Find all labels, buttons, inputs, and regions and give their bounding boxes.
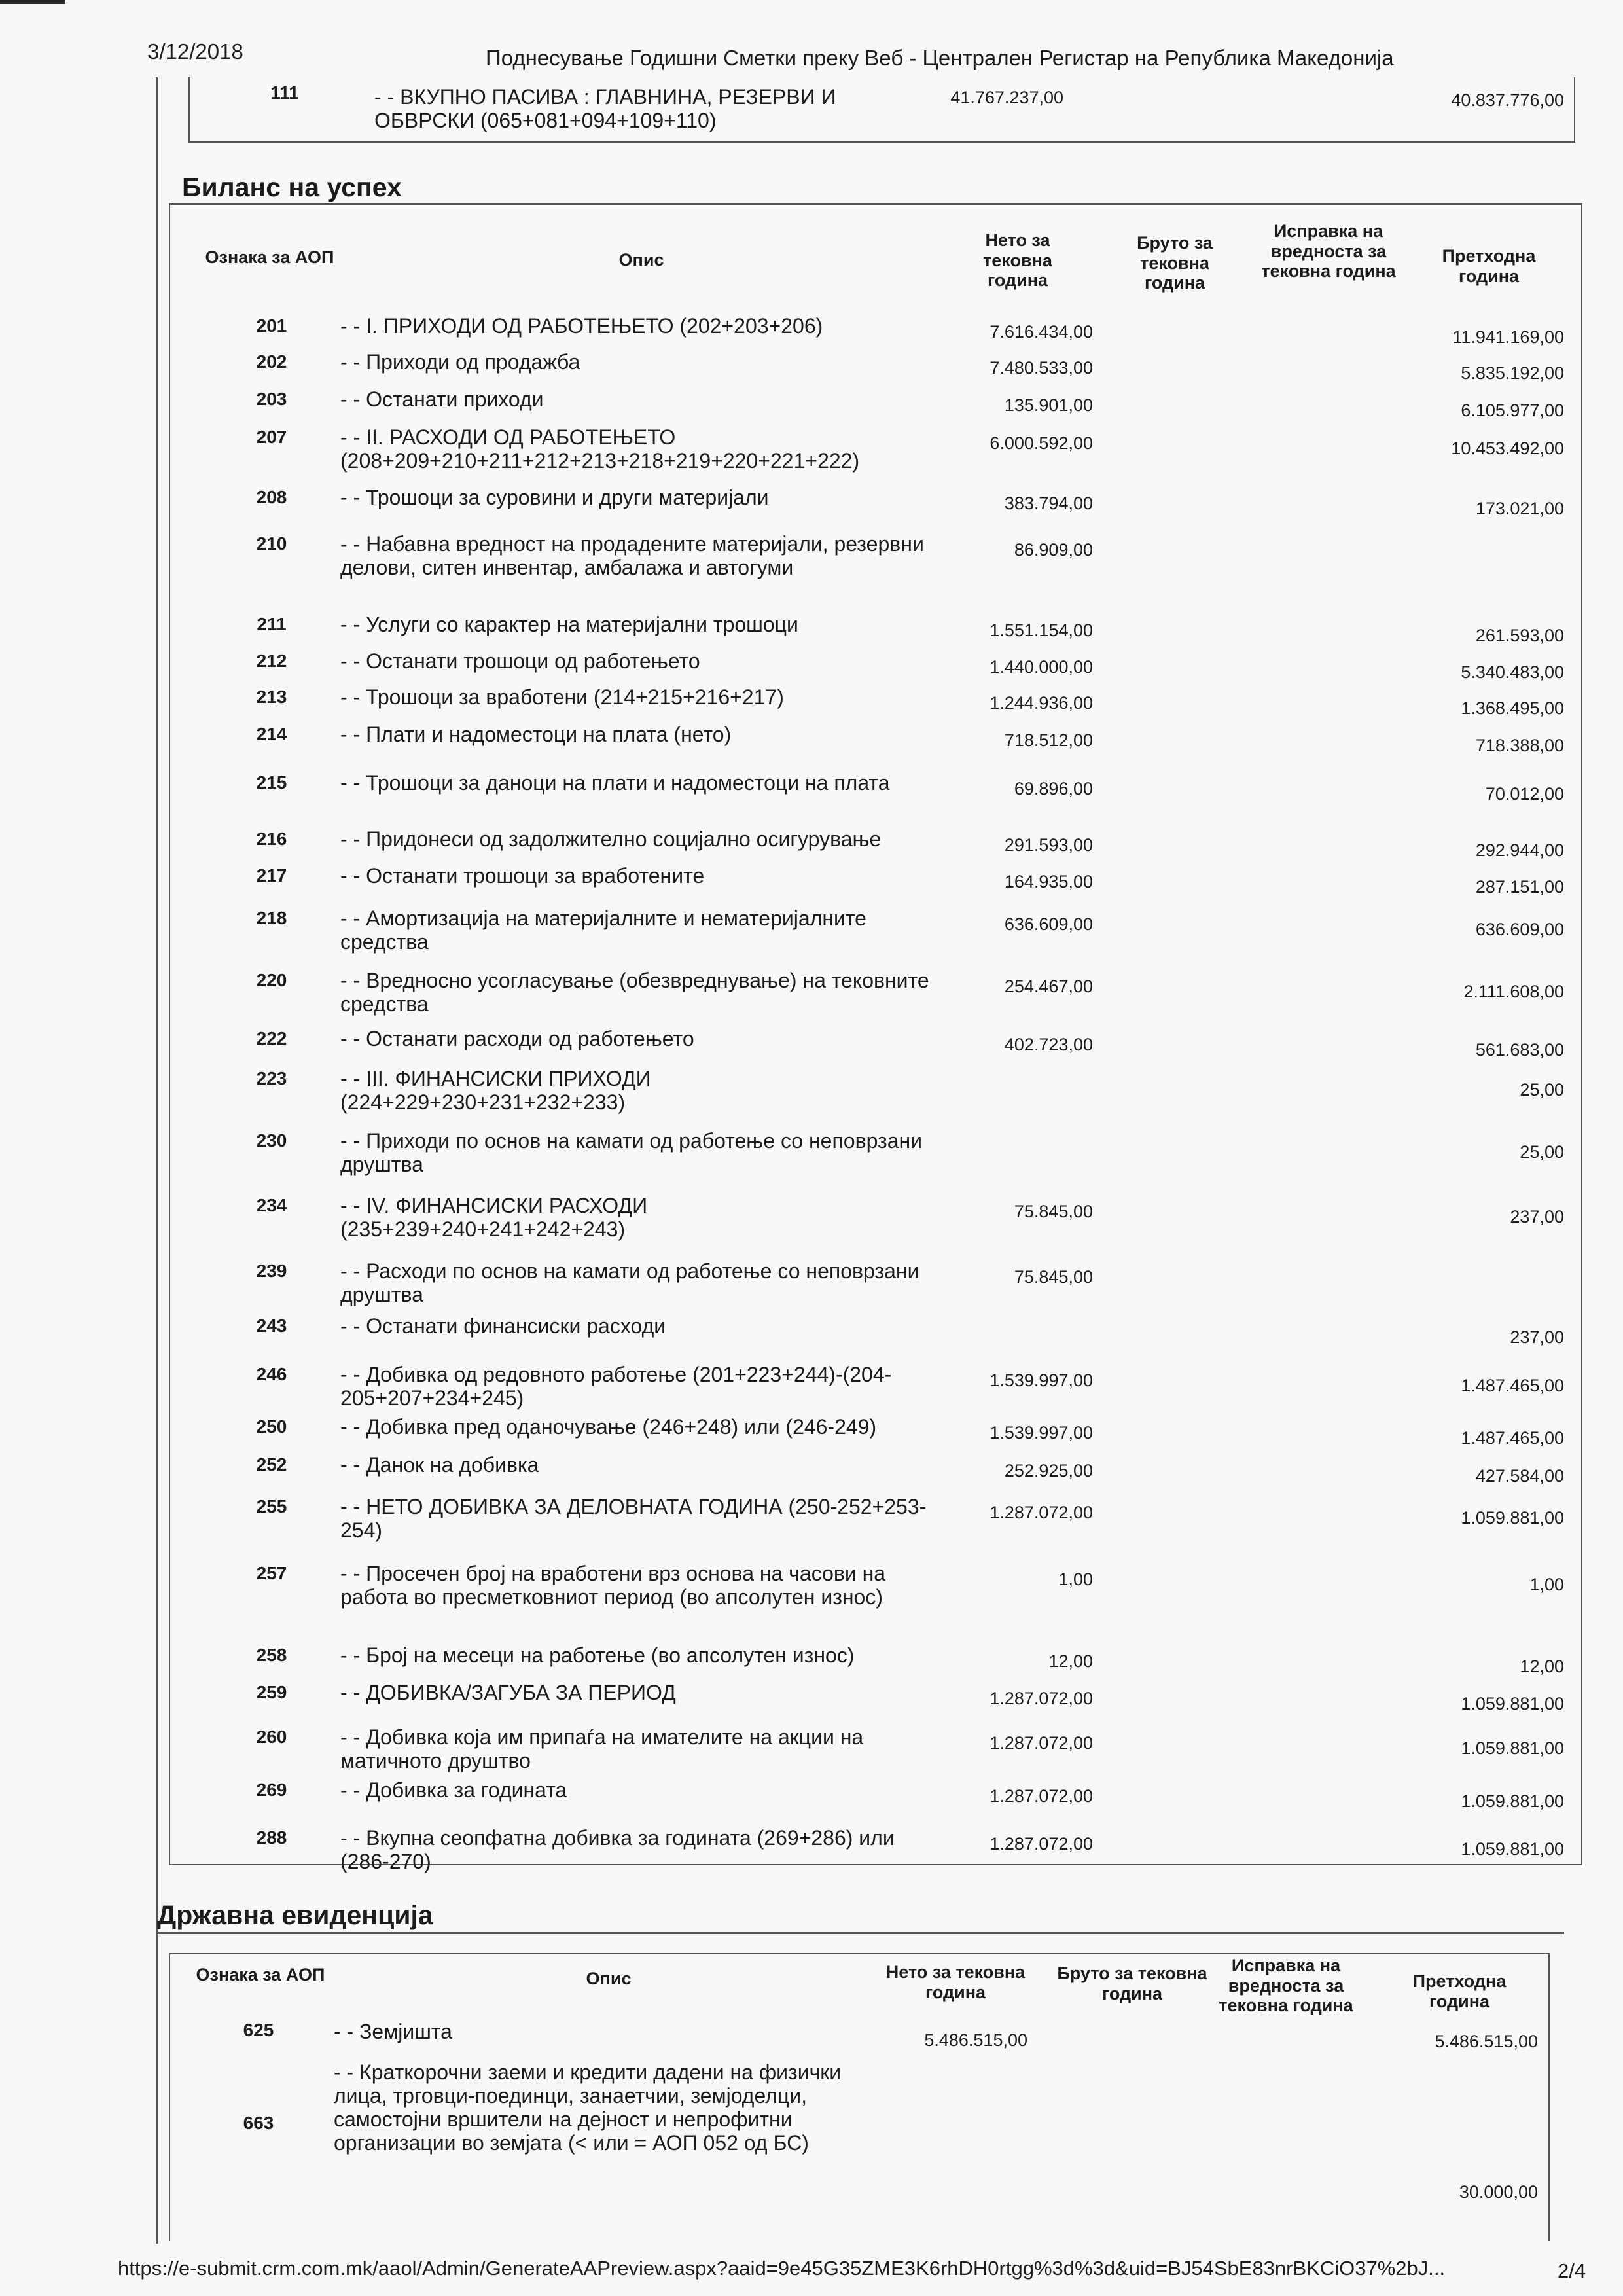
previous-year-value: 12,00 [1520, 1657, 1564, 1676]
current-year-value: 252.925,00 [1004, 1461, 1093, 1480]
carryover-current: 41.767.237,00 [950, 88, 1063, 107]
row-description: - - Добивка за годината [340, 1778, 567, 1802]
row-description: - - Вредносно усогласување (обезвреднување) на тековните средства [340, 969, 929, 1016]
current-year-value: 291.593,00 [1004, 835, 1093, 855]
row-description: - - Приходи од продажба [340, 350, 580, 374]
previous-year-value: 5.835.192,00 [1461, 363, 1564, 383]
page-number: 2/4 [1558, 2259, 1586, 2282]
income-col-desc: Опис [618, 250, 664, 270]
row-description: - - Останати финансиски расходи [340, 1314, 666, 1338]
income-col-aop: Ознака за АОП [205, 247, 334, 267]
state-col-net: Нето за тековна година [885, 1962, 1026, 2002]
previous-year-value: 1.368.495,00 [1461, 698, 1564, 718]
previous-year-value: 5.486.515,00 [1435, 2032, 1538, 2051]
row-description: - - Краткорочни заеми и кредити дадени на физички лица, трговци-поединци, занаетчии, земјоделци, самостојни вршители на дејност и непрофитни организации во земјата (< или = АОП 052 од БС) [334, 2060, 842, 2155]
aop-code: 239 [256, 1261, 287, 1281]
carryover-bottom-border [188, 141, 1575, 143]
row-description: - - Останати трошоци од работењето [340, 649, 700, 673]
previous-year-value: 6.105.977,00 [1461, 401, 1564, 420]
aop-code: 230 [256, 1130, 287, 1151]
row-description: - - Земјишта [334, 2020, 452, 2043]
aop-code: 217 [256, 865, 287, 886]
row-description: - - Приходи по основ на камати од работење со неповрзани друштва [340, 1129, 923, 1177]
row-description: - - III. ФИНАНСИСКИ ПРИХОДИ (224+229+230+231+232+233) [340, 1067, 651, 1115]
carryover-left-border [188, 77, 190, 143]
row-description: - - Останати расходи од работењето [340, 1027, 694, 1050]
income-section-title: Биланс на успех [182, 172, 402, 202]
previous-year-value: 427.584,00 [1475, 1466, 1564, 1486]
state-col-prev: Претходна година [1412, 1971, 1507, 2011]
current-year-value: 383.794,00 [1004, 493, 1093, 513]
aop-code: 625 [243, 2020, 274, 2040]
current-year-value: 75.845,00 [1014, 1202, 1093, 1221]
previous-year-value: 237,00 [1510, 1207, 1564, 1227]
current-year-value: 1.287.072,00 [990, 1834, 1093, 1854]
aop-code: 260 [256, 1727, 287, 1747]
row-description: - - Останати трошоци за вработените [340, 864, 705, 888]
previous-year-value: 5.340.483,00 [1461, 662, 1564, 682]
aop-code: 222 [256, 1028, 287, 1049]
row-description: - - Трошоци за вработени (214+215+216+217) [340, 685, 784, 709]
row-description: - - ДОБИВКА/ЗАГУБА ЗА ПЕРИОД [340, 1681, 676, 1704]
state-section-title: Државна евиденција [157, 1900, 433, 1930]
scan-artifact [0, 0, 65, 4]
row-description: - - Расходи по основ на камати од работење со неповрзани друштва [340, 1259, 919, 1307]
previous-year-value: 1.059.881,00 [1461, 1738, 1564, 1758]
previous-year-value: 237,00 [1510, 1327, 1564, 1347]
row-description: - - Просечен број на вработени врз основа на часови на работа во пресметковниот период (во апсолутен износ) [340, 1562, 886, 1609]
current-year-value: 7.616.434,00 [990, 322, 1093, 342]
row-description: - - Број на месеци на работење (во апсолутен износ) [340, 1643, 855, 1667]
aop-code: 214 [256, 724, 287, 744]
aop-code: 663 [243, 2113, 274, 2133]
aop-code: 234 [256, 1195, 287, 1215]
aop-code: 212 [256, 651, 287, 671]
previous-year-value: 561.683,00 [1475, 1040, 1564, 1060]
previous-year-value: 2.111.608,00 [1463, 982, 1564, 1001]
current-year-value: 75.845,00 [1014, 1267, 1093, 1287]
current-year-value: 1.539.997,00 [990, 1371, 1093, 1390]
row-description: - - Набавна вредност на продадените материјали, резервни делови, ситен инвентар, амбалажа и автогуми [340, 532, 924, 580]
current-year-value: 7.480.533,00 [990, 358, 1093, 378]
previous-year-value: 11.941.169,00 [1452, 327, 1564, 347]
aop-code: 252 [256, 1454, 287, 1475]
row-description: - - Данок на добивка [340, 1453, 539, 1477]
current-year-value: 86.909,00 [1014, 540, 1093, 560]
aop-code: 288 [256, 1827, 287, 1848]
state-col-gross: Бруто за тековна година [1057, 1964, 1207, 2003]
carryover-desc: - - ВКУПНО ПАСИВА : ГЛАВНИНА, РЕЗЕРВИ И ОБВРСКИ (065+081+094+109+110) [374, 85, 836, 133]
current-year-value: 1.551.154,00 [990, 620, 1093, 640]
previous-year-value: 636.609,00 [1475, 920, 1564, 939]
row-description: - - Придонеси од задолжително социјално осигурување [340, 827, 882, 851]
previous-year-value: 287.151,00 [1475, 877, 1564, 897]
aop-code: 250 [256, 1416, 287, 1437]
aop-code: 215 [256, 772, 287, 793]
aop-code: 243 [256, 1316, 287, 1336]
row-description: - - НЕТО ДОБИВКА ЗА ДЕЛОВНАТА ГОДИНА (250-252+253-254) [340, 1495, 927, 1543]
aop-code: 258 [256, 1645, 287, 1665]
aop-code: 211 [257, 614, 287, 634]
row-description: - - I. ПРИХОДИ ОД РАБОТЕЊЕТО (202+203+206) [340, 314, 823, 338]
previous-year-value: 25,00 [1520, 1142, 1564, 1162]
previous-year-value: 1.487.465,00 [1461, 1428, 1564, 1448]
current-year-value: 1.287.072,00 [990, 1733, 1093, 1753]
row-description: - - Вкупна сеопфатна добивка за годината (269+286) или (286-270) [340, 1826, 895, 1874]
aop-code: 220 [256, 970, 287, 990]
carryover-previous: 40.837.776,00 [1451, 90, 1564, 110]
row-description: - - IV. ФИНАНСИСКИ РАСХОДИ (235+239+240+241+242+243) [340, 1194, 648, 1242]
state-col-adj: Исправка на вредноста за тековна година [1219, 1956, 1353, 2015]
previous-year-value: 25,00 [1520, 1080, 1564, 1100]
income-col-prev: Претходна година [1442, 246, 1536, 286]
print-url: https://e-submit.crm.com.mk/aaol/Admin/GenerateAAPreview.aspx?aaid=9e45G35ZME3K6rhDH0rtgg%3d%3d&uid=BJ54SbE83nrBKCiO37%2bJ... [118, 2257, 1446, 2280]
row-description: - - Трошоци за суровини и други материјали [340, 486, 769, 509]
current-year-value: 69.896,00 [1014, 779, 1093, 798]
income-col-net: Нето за тековна година [983, 230, 1052, 290]
row-description: - - II. РАСХОДИ ОД РАБОТЕЊЕТО (208+209+210+211+212+213+218+219+220+221+222) [340, 425, 860, 473]
current-year-value: 1.539.997,00 [990, 1423, 1093, 1443]
carryover-aop: 111 [270, 82, 299, 103]
row-description: - - Плати и надоместоци на плата (нето) [340, 723, 732, 746]
state-col-aop: Ознака за АОП [196, 1965, 325, 1984]
current-year-value: 1.287.072,00 [990, 1689, 1093, 1708]
previous-year-value: 1,00 [1529, 1575, 1564, 1594]
aop-code: 259 [256, 1682, 287, 1702]
aop-code: 203 [256, 389, 287, 409]
current-year-value: 135.901,00 [1004, 395, 1093, 415]
row-description: - - Трошоци за даноци на плати и надоместоци на плата [340, 771, 890, 795]
current-year-value: 1.440.000,00 [990, 657, 1093, 677]
previous-year-value: 1.059.881,00 [1461, 1791, 1564, 1811]
row-description: - - Добивка која им припаѓа на имателите на акции на матичното друштво [340, 1725, 864, 1773]
current-year-value: 1,00 [1058, 1570, 1093, 1589]
row-description: - - Амортизација на материјалните и нематеријалните средства [340, 906, 866, 954]
income-col-gross: Бруто за тековна година [1137, 233, 1213, 293]
aop-code: 208 [256, 487, 287, 507]
previous-year-value: 1.059.881,00 [1461, 1839, 1564, 1859]
previous-year-value: 261.593,00 [1475, 626, 1564, 645]
state-title-rule [157, 1932, 1564, 1934]
aop-code: 201 [256, 315, 287, 336]
aop-code: 223 [256, 1068, 287, 1088]
previous-year-value: 30.000,00 [1459, 2182, 1538, 2202]
state-col-desc: Опис [586, 1969, 632, 1988]
previous-year-value: 1.059.881,00 [1461, 1694, 1564, 1713]
current-year-value: 254.467,00 [1004, 977, 1093, 996]
carryover-right-border [1574, 77, 1575, 143]
current-year-value: 1.287.072,00 [990, 1786, 1093, 1806]
current-year-value: 1.244.936,00 [990, 693, 1093, 713]
aop-code: 202 [256, 351, 287, 372]
previous-year-value: 70.012,00 [1485, 784, 1564, 804]
row-description: - - Добивка од редовното работење (201+223+244)-(204-205+207+234+245) [340, 1363, 892, 1410]
current-year-value: 718.512,00 [1004, 730, 1093, 750]
row-description: - - Добивка пред оданочување (246+248) или (246-249) [340, 1415, 877, 1439]
current-year-value: 6.000.592,00 [990, 433, 1093, 453]
aop-code: 269 [256, 1780, 287, 1800]
aop-code: 213 [256, 687, 287, 707]
previous-year-value: 1.059.881,00 [1461, 1508, 1564, 1528]
previous-year-value: 1.487.465,00 [1461, 1376, 1564, 1395]
income-col-adj: Исправка на вредноста за тековна година [1261, 221, 1396, 281]
aop-code: 246 [256, 1364, 287, 1384]
previous-year-value: 292.944,00 [1475, 840, 1564, 860]
print-date: 3/12/2018 [147, 39, 243, 63]
previous-year-value: 173.021,00 [1475, 499, 1564, 518]
current-year-value: 5.486.515,00 [924, 2030, 1027, 2050]
row-description: - - Услуги со карактер на материјални трошоци [340, 613, 798, 636]
aop-code: 257 [256, 1563, 287, 1583]
current-year-value: 1.287.072,00 [990, 1503, 1093, 1522]
current-year-value: 402.723,00 [1004, 1035, 1093, 1054]
aop-code: 218 [256, 908, 287, 928]
aop-code: 255 [256, 1496, 287, 1516]
current-year-value: 164.935,00 [1004, 872, 1093, 891]
previous-year-value: 718.388,00 [1475, 736, 1564, 755]
current-year-value: 636.609,00 [1004, 914, 1093, 934]
row-description: - - Останати приходи [340, 387, 544, 411]
previous-year-value: 10.453.492,00 [1451, 439, 1564, 458]
current-year-value: 12,00 [1048, 1651, 1093, 1671]
aop-code: 210 [256, 533, 287, 554]
aop-code: 216 [256, 829, 287, 849]
print-title: Поднесување Годишни Сметки преку Веб - Централен Регистар на Република Македонија [486, 46, 1394, 70]
aop-code: 207 [256, 427, 287, 447]
